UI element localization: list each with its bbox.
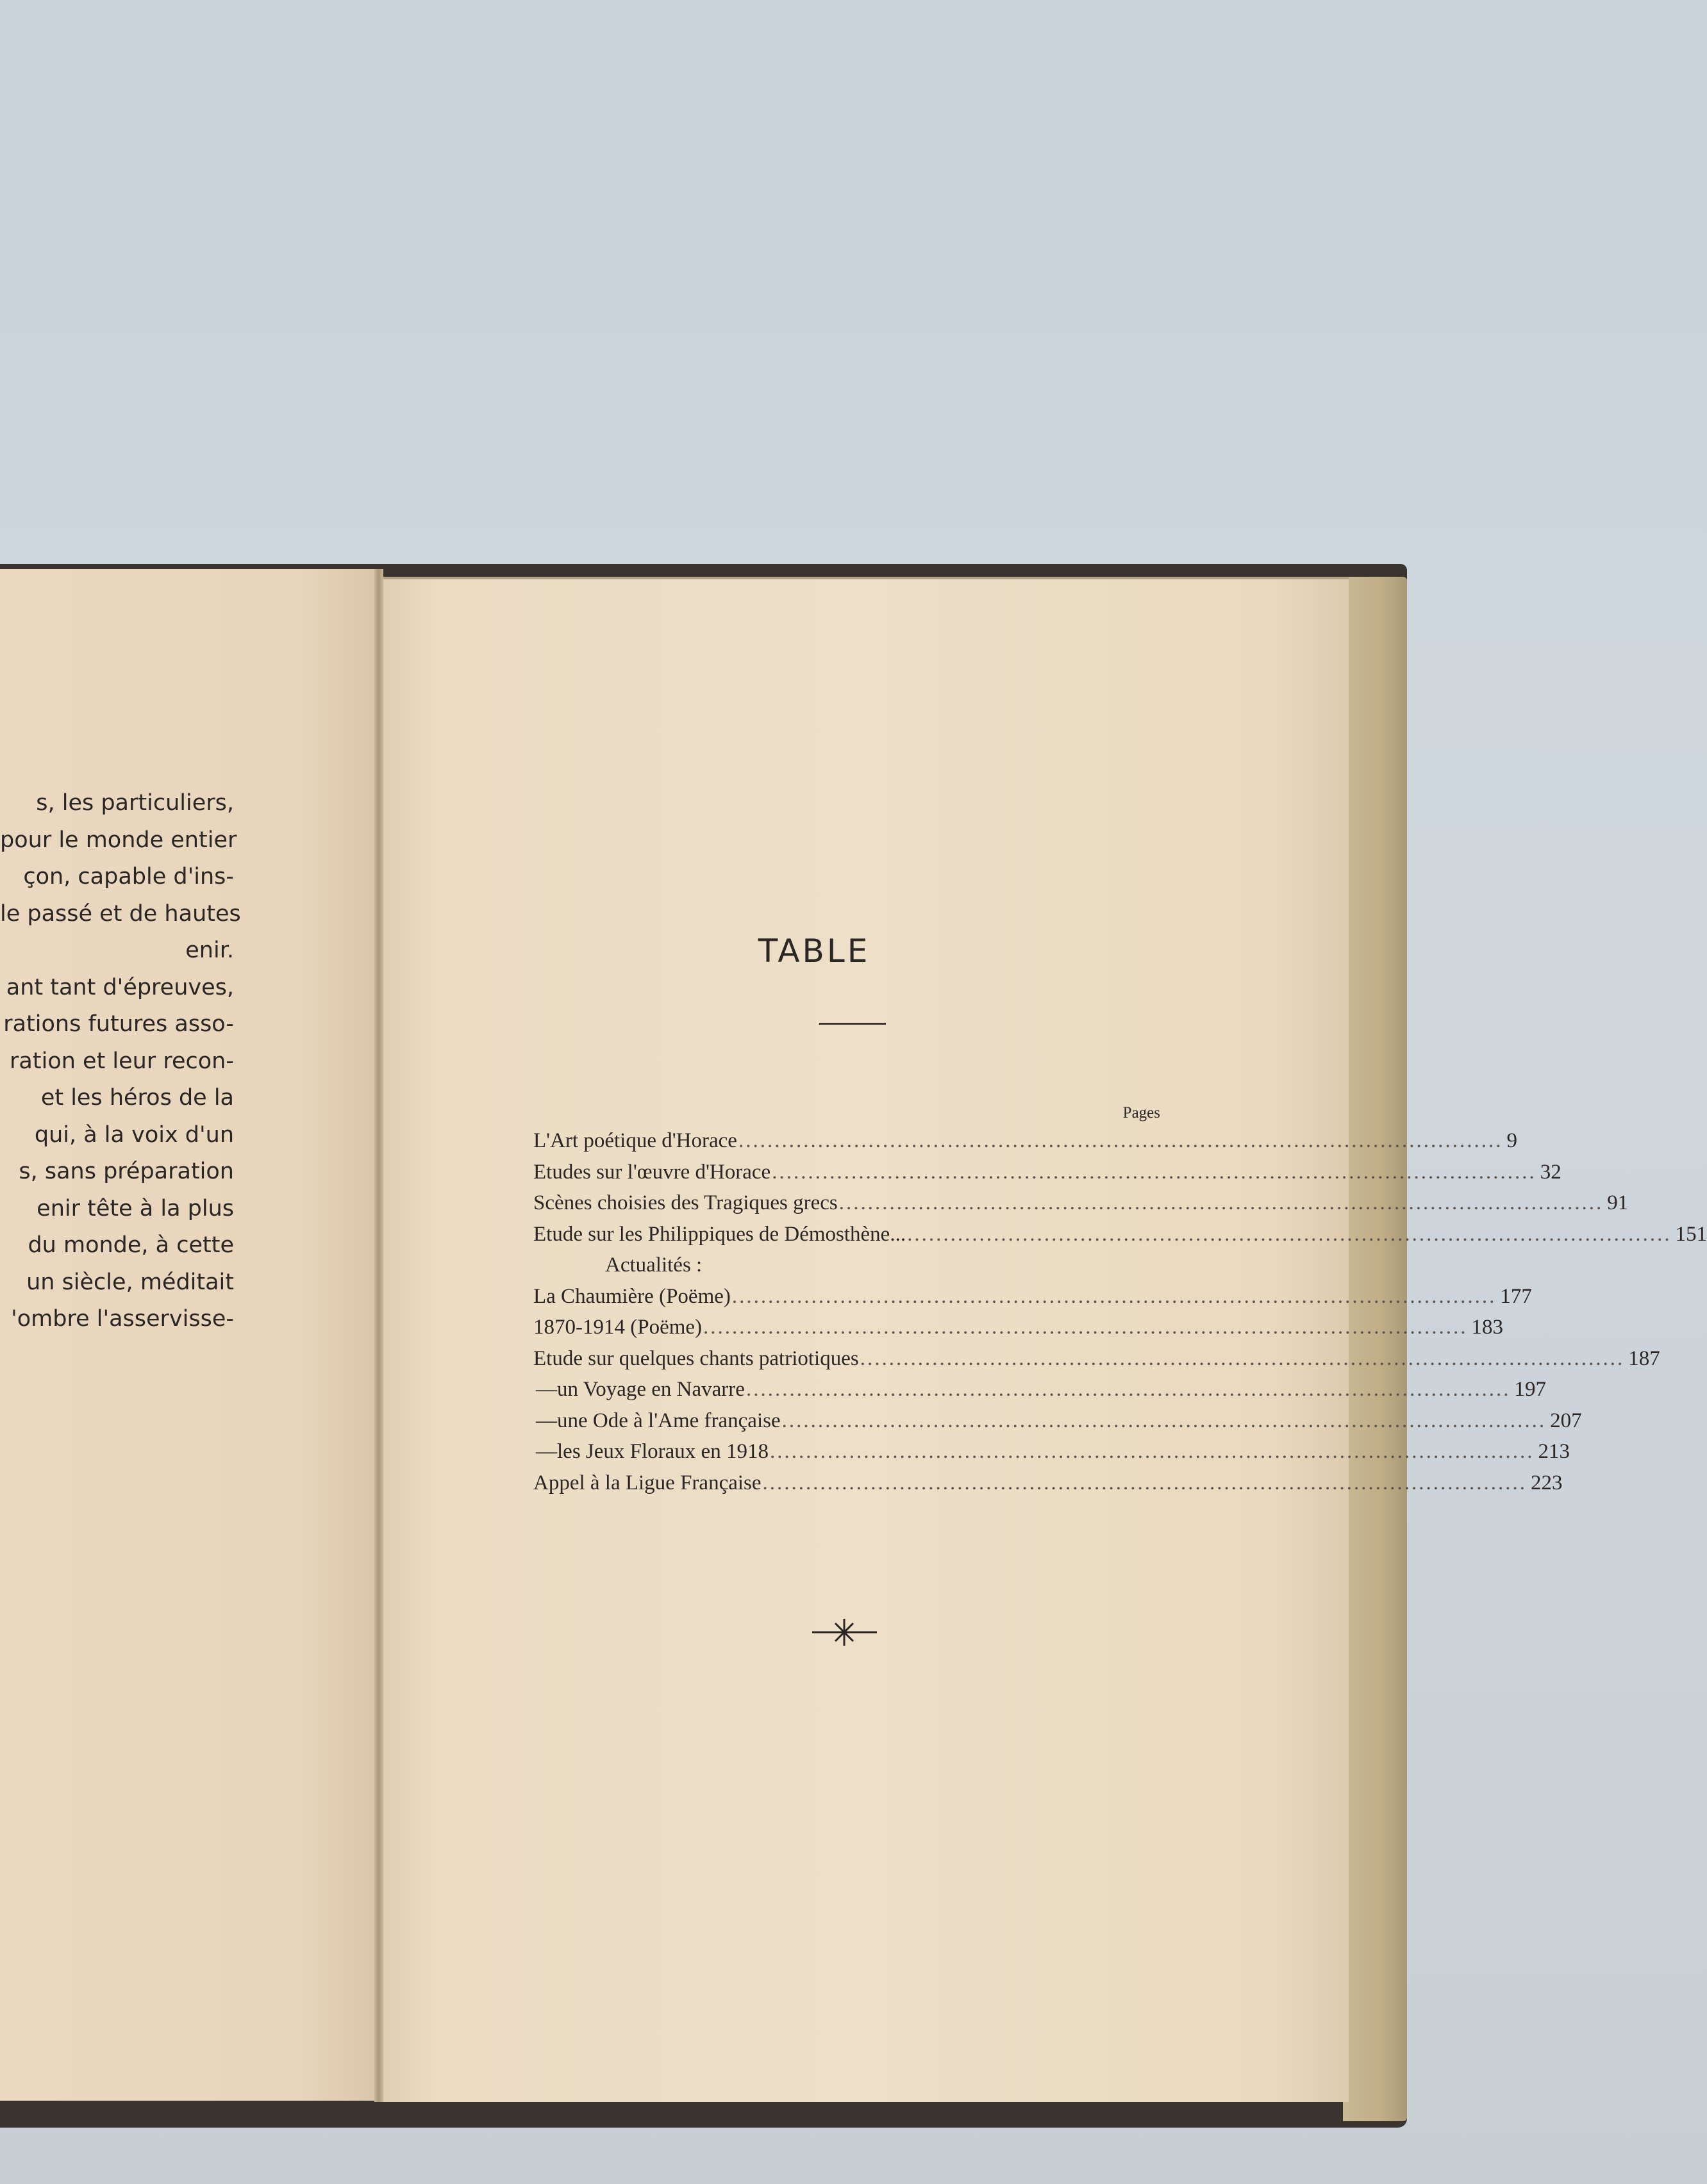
toc-entry (533, 1312, 1504, 1343)
toc-entry-title: Scènes choisies des Tragiques grecs (533, 1191, 838, 1214)
asterisk-ornament-icon (811, 1616, 878, 1648)
dot-leader: .......................................................................................................... (860, 1346, 1625, 1370)
toc-entry-title: une Ode à l'Ame française (557, 1409, 781, 1432)
left-line: 'ombre l'asservisse- (11, 1306, 234, 1332)
left-line: çon, capable d'ins- (23, 864, 234, 889)
toc-entry (533, 1219, 1707, 1250)
left-line: et les héros de la (40, 1085, 234, 1111)
dot-leader: .......................................................................................................... (738, 1129, 1503, 1152)
toc-entry-page: 197 (1514, 1378, 1546, 1401)
toc-entry-title: La Chaumière (Poëme) (533, 1284, 731, 1308)
toc-entry-page: 177 (1500, 1284, 1532, 1308)
toc-entry-page: 207 (1550, 1409, 1582, 1432)
toc-entry-title: Etude sur quelques chants patriotiques (533, 1346, 859, 1370)
dot-leader: .......................................................................................................... (731, 1284, 1497, 1308)
toc-sub-entry (533, 1436, 1570, 1468)
toc-dash: — (536, 1378, 557, 1401)
toc-entry-page: 32 (1540, 1160, 1561, 1184)
toc-entry-page: 223 (1531, 1471, 1563, 1494)
toc-entry (533, 1125, 1517, 1157)
left-page-text (0, 785, 241, 1338)
dot-leader: .......................................................................................................... (838, 1191, 1604, 1214)
toc-entry-page: 187 (1628, 1346, 1660, 1370)
left-line: pour le monde entier (0, 827, 237, 853)
toc-entry-page: 91 (1607, 1191, 1629, 1214)
toc-entry (533, 1468, 1563, 1499)
toc-entry-title: Etude sur les Philippiques de Démosthène... (533, 1222, 906, 1246)
left-line: le passé et de hautes (0, 900, 241, 927)
left-line: enir. (185, 938, 234, 963)
left-line: un siècle, méditait (26, 1269, 234, 1295)
toc-entry-page: 9 (1506, 1129, 1517, 1152)
toc-dash: — (536, 1440, 557, 1463)
dot-leader: .......................................................................................................... (745, 1378, 1511, 1401)
toc-entry (533, 1281, 1532, 1312)
left-line: ration et leur recon- (10, 1048, 234, 1074)
toc-entry-page: 151 (1675, 1222, 1707, 1246)
toc-sub-entry (533, 1374, 1546, 1405)
toc-entry-title: un Voyage en Navarre (557, 1378, 745, 1401)
left-line: s, les particuliers, (36, 790, 234, 816)
left-line: qui, à la voix d'un (34, 1121, 234, 1148)
pages-column-header: Pages (1122, 1104, 1160, 1121)
toc-entry-page: 213 (1538, 1440, 1570, 1463)
toc-entry-title: L'Art poétique d'Horace (533, 1129, 737, 1152)
page-title: TABLE (758, 932, 870, 970)
dot-leader: .......................................................................................................... (772, 1160, 1536, 1184)
toc-dash: — (536, 1409, 557, 1432)
toc-sub-entry (533, 1405, 1582, 1437)
dot-leader: .......................................................................................................... (769, 1440, 1535, 1463)
toc-section-heading: Actualités : (605, 1253, 703, 1277)
left-line: ant tant d'épreuves, (6, 974, 234, 1000)
dot-leader: .......................................................................................................... (703, 1316, 1468, 1339)
toc-entry (533, 1343, 1660, 1375)
toc-entry-page: 183 (1471, 1316, 1504, 1339)
toc-entry-title: 1870-1914 (Poëme) (533, 1316, 703, 1339)
left-line: s, sans préparation (19, 1159, 234, 1184)
dot-leader: .......................................................................................................... (762, 1471, 1528, 1494)
toc-entry (533, 1157, 1561, 1188)
title-divider (819, 1023, 886, 1025)
table-of-contents (533, 1101, 1707, 1498)
toc-entry-title: Appel à la Ligue Française (533, 1471, 762, 1494)
left-line: du monde, à cette (28, 1232, 234, 1258)
left-line: enir tête à la plus (37, 1195, 234, 1221)
dot-leader: .......................................................................................................... (907, 1222, 1672, 1246)
toc-entry (533, 1187, 1629, 1219)
book-gutter (374, 569, 383, 2102)
toc-entry-title: les Jeux Floraux en 1918 (557, 1440, 769, 1463)
left-line: rations futures asso- (3, 1011, 234, 1037)
dot-leader: .......................................................................................................... (781, 1409, 1547, 1432)
toc-entry-title: Etudes sur l'œuvre d'Horace (533, 1160, 771, 1184)
